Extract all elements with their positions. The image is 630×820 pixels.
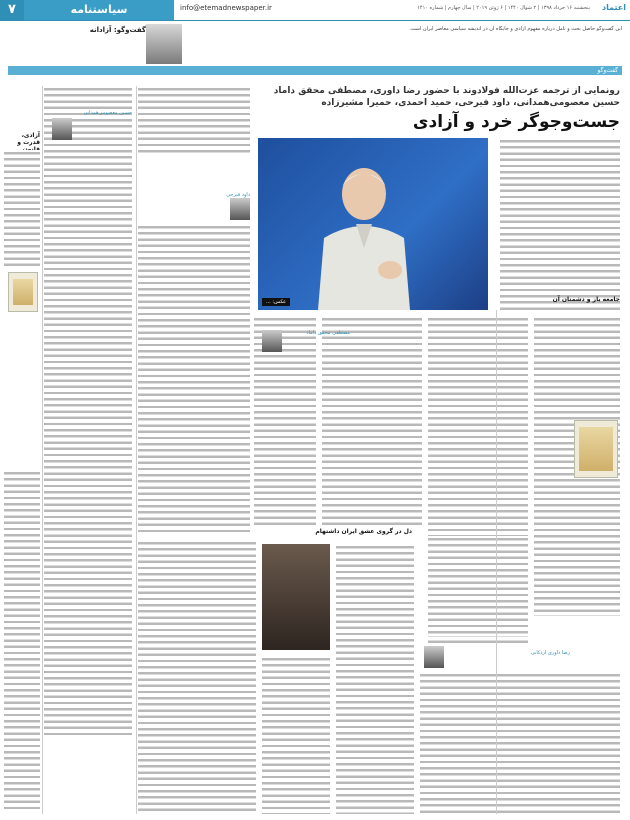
speaker-name-d: رضا داوری اردکانی (530, 650, 570, 656)
book-cover-left (8, 272, 38, 312)
article-column-3 (322, 316, 422, 526)
speaker-name-mid: مصطفی محقق داماد (306, 330, 350, 336)
speaker-name-b: داود فیرحی (226, 192, 250, 198)
book-cover-right (574, 420, 618, 478)
band-label: گفت‌وگو (597, 67, 618, 74)
event-photo (262, 544, 330, 650)
photo-caption: عکس: ... (262, 298, 290, 306)
column-divider (136, 86, 137, 814)
article-column-12 (428, 536, 528, 636)
column-divider (42, 86, 43, 814)
speaker-photo-d (424, 646, 444, 668)
article-headline: جست‌وجوگر خرد و آزادی (412, 112, 620, 132)
speaker-photo-b (230, 198, 250, 220)
article-column-11 (420, 672, 620, 814)
sidebar-column-left-2 (4, 470, 40, 810)
section-band (8, 66, 622, 75)
subhead-bottom: دل در گروی عشق ایران داشتهام (315, 528, 412, 535)
article-column-9 (262, 656, 330, 814)
sidebar-left-title: آزادی، قدرت و (17, 132, 40, 146)
article-column-10 (138, 540, 256, 814)
page-header (0, 0, 630, 20)
intro-title: گفت‌وگو: آزادانه (89, 26, 146, 34)
speaker-photo (262, 330, 282, 352)
article-column-7 (44, 86, 132, 736)
intro-photo (146, 24, 182, 64)
portrait-figure (298, 158, 428, 310)
intro-strip (8, 24, 622, 64)
article-column-8 (336, 544, 414, 814)
column-divider (496, 310, 497, 814)
article-kicker-2: حسین معصومی‌همدانی، داود فیرحی، حمید احمدی، حمیرا مشیرزاده (321, 98, 620, 108)
header-rule (0, 20, 630, 21)
article-column-5 (138, 86, 250, 156)
newspaper-logo: اعتماد (602, 3, 626, 12)
article-column-6 (138, 224, 250, 534)
section-title: سیاستنامه (24, 0, 174, 20)
intro-text: این گفت‌وگو حاصل بحث و تأمل درباره مفهوم آزادی و جایگاه آن در اندیشه سیاسی معاصر ایران است. (409, 26, 622, 32)
page-number: ۷ (0, 0, 24, 20)
speaker-name-a: حسین معصومی‌همدانی (83, 110, 132, 116)
contact-email: info@etemadnewspaper.ir (180, 4, 272, 12)
issue-date: پنجشنبه ۱۶ خرداد ۱۳۹۸ | ۲ شوال ۱۴۴۰ | ۶ ژوئن ۲۰۱۹ | سال چهارم | شماره ۱۴۱۰ (417, 5, 590, 11)
main-photo (258, 138, 488, 310)
article-kicker-1: رونمایی از ترجمه عزت‌الله فولادوند با حضور رضا داوری، مصطفی محقق داماد (273, 86, 620, 96)
speaker-photo-a (52, 118, 72, 140)
article-column-1 (500, 138, 620, 310)
sidebar-right-title: جامعه باز و دشمنان آن (552, 296, 620, 303)
sidebar-column-left (4, 150, 40, 270)
